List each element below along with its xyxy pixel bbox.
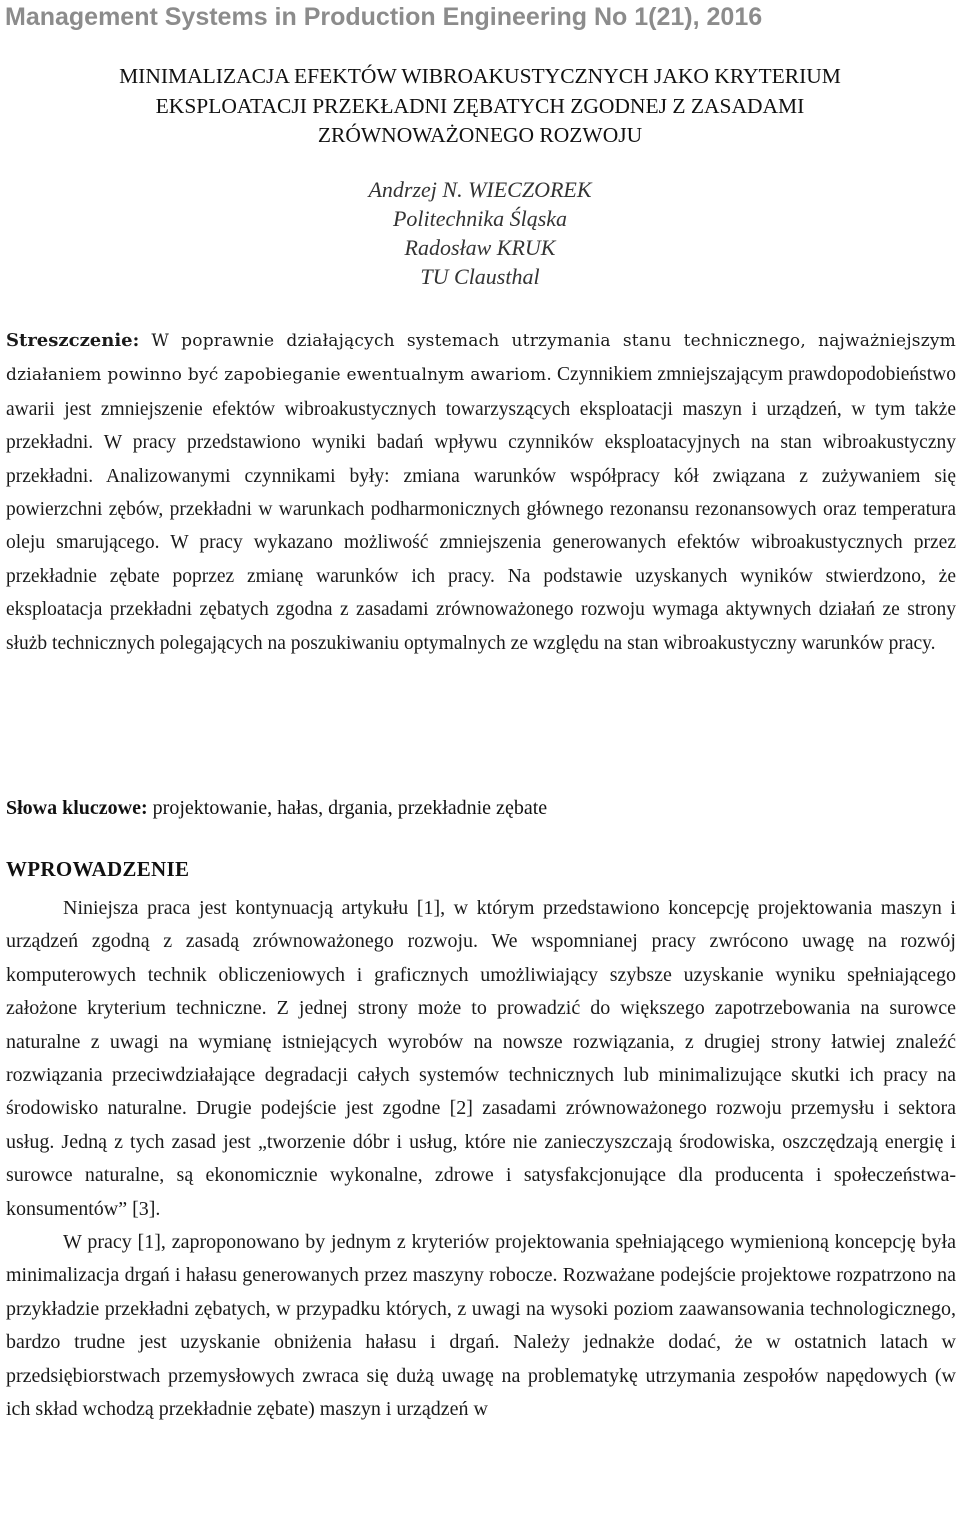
paragraph: Niniejsza praca jest kontynuacją artykułu [1], w którym przedstawiono koncepcję projektowania maszyn i urządzeń zgodną z zasadą zrównoważonego rozwoju. We wspomnianej pracy zwrócono uwagę na rozwój komputerowych technik obliczeniowych i graficznych umożliwiający szybsze uzyskanie wyniku spełniającego założone kryterium techniczne. Z jednej strony może to prowadzić do większego zapotrzebowania na surowce naturalne z uwagi na wymianę istniejących wyrobów na nowsze rozwiązania, z drugiej strony łatwiej znaleźć rozwiązania przeciwdziałające degradacji całych systemów technicznych lub minimalizujące skutki ich pracy na środowisko naturalne. Drugie podejście jest zgodne [2] zasadami zrównoważonego rozwoju przemysłu i sektora usług. Jedną z tych zasad jest „tworzenie dóbr i usług, które nie zanieczyszczają środowiska, oszczędzają energię i surowce naturalne, są ekonomicznie wykonalne, zdrowe i satysfakcjonujące dla producenta i społeczeństwa-konsumentów” [3].	[6, 897, 956, 1220]
title-line: EKSPLOATACJI PRZEKŁADNI ZĘBATYCH ZGODNEJ Z ZASADAMI	[155, 93, 805, 118]
paper-title	[0, 62, 960, 151]
abstract	[6, 324, 956, 660]
abstract-text-part: W poprawnie działających systemach utrzymania stanu technicznego, najważniejszym działaniem powinno być zapobieganie ewentualnym awariom.	[6, 331, 956, 386]
abstract-text-part: Czynnikiem zmniejszającym prawdopodobieństwo awarii jest zmniejszenie efektów wibroakustycznych towarzyszących eksploatacji maszyn i urządzeń, w tym także przekładni. W pracy przedstawiono wyniki badań wpływu czynników eksploatacyjnych na stan wibroakustyczny przekładni. Analizowanymi czynnikami były: zmiana warunków współpracy kół związana z zużywaniem się powierzchni zębów, przekładni w warunkach podharmonicznych głównego rezonansu rezonansowych oraz temperatura oleju smarującego. W pracy wykazano możliwość zmniejszenia generowanych efektów wibroakustycznych przez przekładnie zębate poprzez zmianę warunków ich pracy. Na podstawie uzyskanych wyników stwierdzono, że eksploatacja przekładni zębatych zgodna z zasadami zrównoważonego rozwoju wymaga aktywnych działań ze strony służb technicznych polegających na poszukiwaniu optymalnych ze względu na stan wibroakustyczny warunków pracy.	[6, 364, 957, 654]
author-name: Andrzej N. WIECZOREK	[368, 177, 592, 202]
paragraph: W pracy [1], zaproponowano by jednym z kryteriów projektowania spełniającego wymienioną koncepcję była minimalizacja drgań i hałasu generowanych przez maszyny robocze. Rozważane podejście projektowe rozpatrzono na przykładzie przekładni zębatych, w przypadku których, z uwagi na wysoki poziom zaawansowania technologicznego, bardzo trudne jest uzyskanie obniżenia hałasu i drgań. Należy jednakże dodać, że w ostatnich latach w przedsiębiorstwach przemysłowych zwraca się dużą uwagę na problematykę utrzymania zespołów napędowych (w ich skład wchodzą przekładnie zębate) maszyn i urządzeń w	[6, 1231, 956, 1421]
authors-block	[0, 175, 960, 291]
section-body	[6, 892, 956, 1427]
keywords-text: projektowanie, hałas, drgania, przekładnie zębate	[147, 797, 548, 819]
keywords-label: Słowa kluczowe:	[6, 797, 148, 819]
title-line: MINIMALIZACJA EFEKTÓW WIBROAKUSTYCZNYCH JAKO KRYTERIUM	[119, 64, 841, 88]
author-affiliation: Politechnika Śląska	[392, 206, 568, 231]
author-affiliation: TU Clausthal	[420, 264, 540, 289]
abstract-label: Streszczenie:	[6, 330, 140, 351]
author-name: Radosław KRUK	[404, 235, 556, 260]
title-line: ZRÓWNOWAŻONEGO ROZWOJU	[317, 123, 643, 147]
keywords	[6, 793, 956, 823]
section-heading: WPROWADZENIE	[6, 857, 190, 881]
journal-header: Management Systems in Production Engineering No 1(21), 2016	[5, 3, 763, 31]
